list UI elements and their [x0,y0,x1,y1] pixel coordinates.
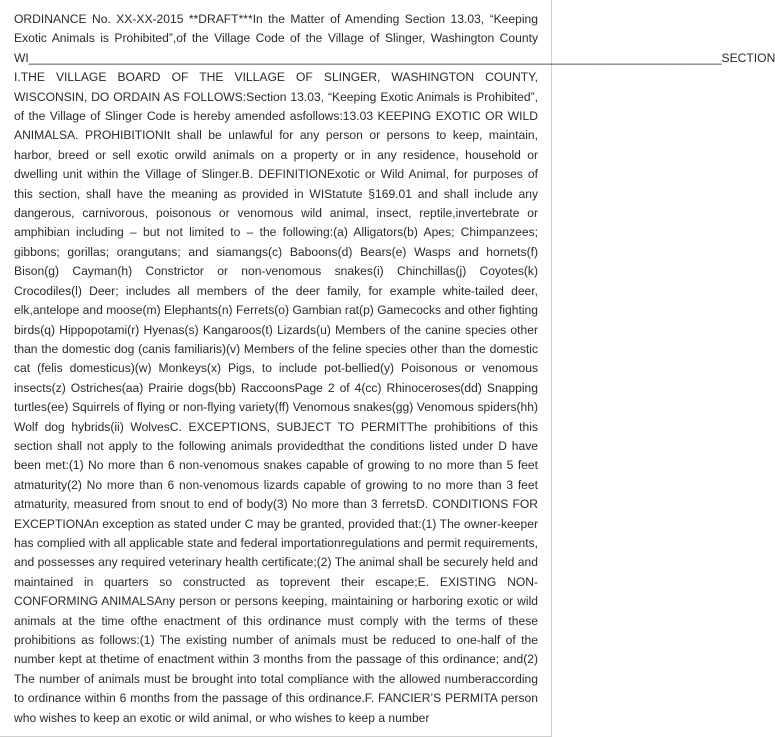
document-body [14,10,775,728]
ordinance-paragraph: ORDINANCE No. XX-XX-2015 **DRAFT***In the Matter of Amending Section 13.03, “Keeping Exotic Animals is Prohibited”,of the Village Code of the Village of Slinger, Washington County WI_______________________________________________________________________________________________________SECTION I.THE VILLAGE BOARD OF THE VILLAGE OF SLINGER, WASHINGTON COUNTY, WISCONSIN, DO ORDAIN AS FOLLOWS:Section 13.03, “Keeping Exotic Animals is Prohibited”, of the Village of Slinger Code is hereby amended asfollows:13.03 KEEPING EXOTIC OR WILD ANIMALSA. PROHIBITIONIt shall be unlawful for any person or persons to keep, maintain, harbor, breed or sell exotic orwild animals on a property or in any residence, household or dwelling unit within the Village of Slinger.B. DEFINITIONExotic or Wild Animal, for purposes of this section, shall have the meaning as provided in WIStatute §169.01 and shall include any dangerous, carnivorous, poisonous or venomous wild animal, insect, reptile,invertebrate or amphibian including – but not limited to – the following:(a) Alligators(b) Apes; Chimpanzees; gibbons; gorillas; orangutans; and siamangs(c) Baboons(d) Bears(e) Wasps and hornets(f) Bison(g) Cayman(h) Constrictor or non-venomous snakes(i) Chinchillas(j) Coyotes(k) Crocodiles(l) Deer; includes all members of the deer family, for example white-tailed deer, elk,antelope and moose(m) Elephants(n) Ferrets(o) Gambian rat(p) Gamecocks and other fighting birds(q) Hippopotami(r) Hyenas(s) Kangaroos(t) Lizards(u) Members of the canine species other than the domestic dog (canis familiaris)(v) Members of the feline species other than the domestic cat (felis domesticus)(w) Monkeys(x) Pigs, to include pot-bellied(y) Poisonous or venomous insects(z) Ostriches(aa) Prairie dogs(bb) RaccoonsPage 2 of 4(cc) Rhinoceroses(dd) Snapping turtles(ee) Squirrels of flying or non-flying variety(ff) Venomous snakes(gg) Venomous spiders(hh) Wolf dog hybrids(ii) WolvesC. EXCEPTIONS, SUBJECT TO PERMITThe prohibitions of this section shall not apply to the following animals providedthat the conditions listed under D have been met:(1) No more than 6 non-venomous snakes capable of growing to no more than 5 feet atmaturity(2) No more than 6 non-venomous lizards capable of growing to no more than 3 feet atmaturity, measured from snout to end of body(3) No more than 3 ferretsD. CONDITIONS FOR EXCEPTIONAn exception as stated under C may be granted, provided that:(1) The owner-keeper has complied with all applicable state and federal importationregulations and permit requirements, and possesses any required veterinary health certificate;(2) The animal shall be securely held and maintained in quarters so constructed as toprevent their escape;E. EXISTING NON-CONFORMING ANIMALSAny person or persons keeping, maintaining or harboring exotic or wild animals at the time ofthe enactment of this ordinance must comply with the terms of these prohibitions as follows:(1) The existing number of animals must be reduced to one-half of the number kept at thetime of enactment within 3 months from the passage of this ordinance; and(2) The number of animals must be brought into total compliance with the allowed numberaccording to ordinance within 6 months from the passage of this ordinance.F. FANCIER’S PERMITA person who wishes to keep an exotic or wild animal, or who wishes to keep a number [14,12,775,725]
